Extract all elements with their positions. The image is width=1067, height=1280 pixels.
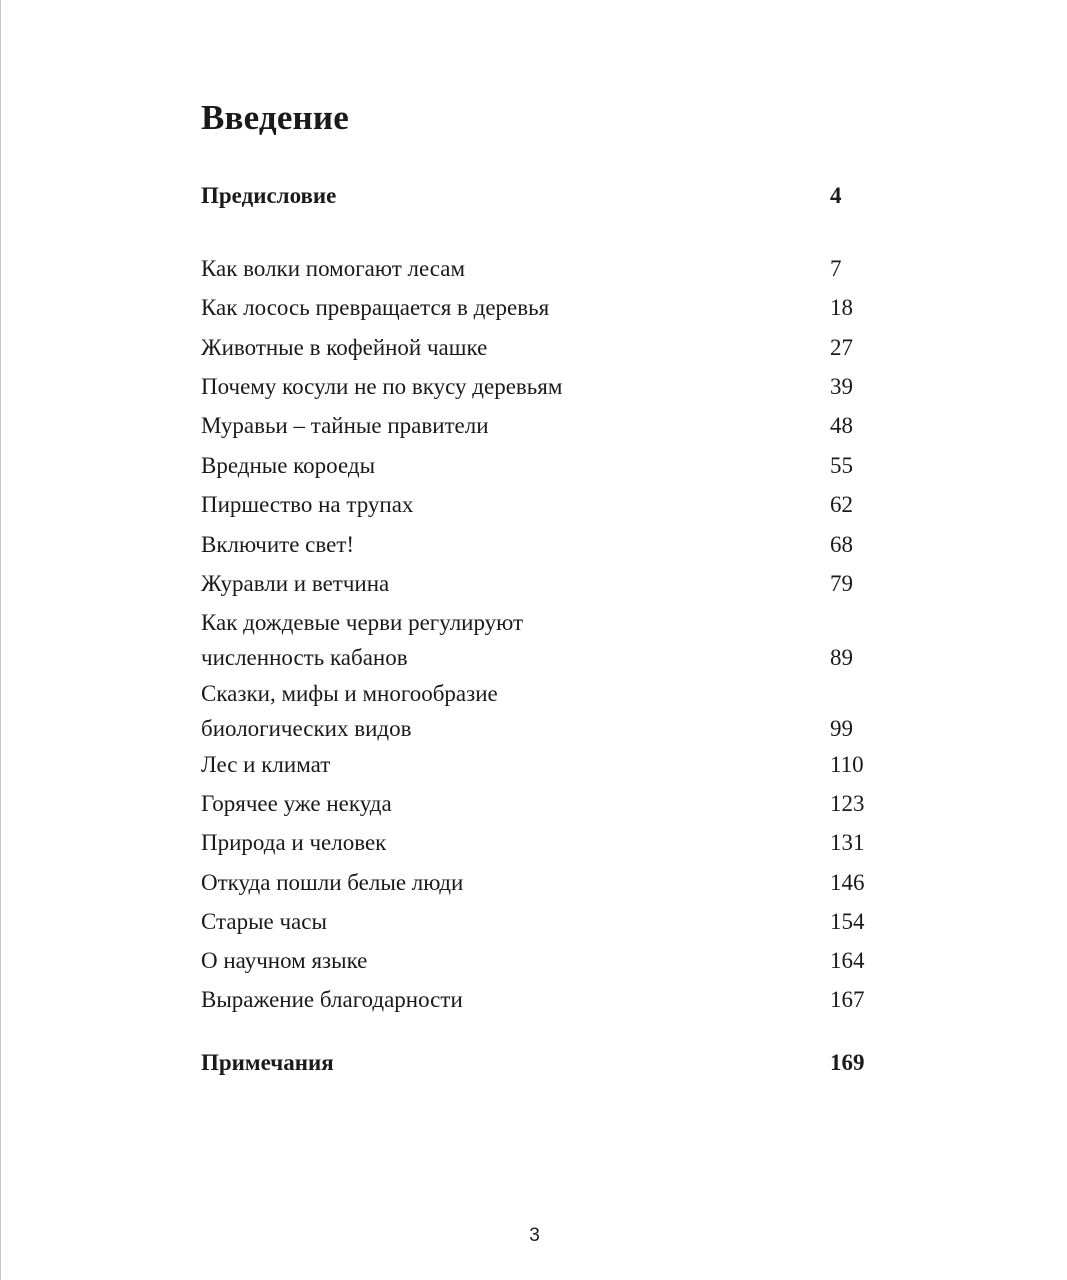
toc-entry-page: 27 xyxy=(830,335,853,360)
page-number: 3 xyxy=(529,1225,540,1246)
toc-entry-page: 48 xyxy=(830,413,853,438)
toc-entry-label xyxy=(201,605,801,675)
toc-entry-label: Пиршество на трупах xyxy=(201,492,414,517)
toc-entry-label: Горячее уже некуда xyxy=(201,791,392,816)
toc-entry-label-line2: численность кабанов xyxy=(201,645,408,670)
toc-entry-page: 68 xyxy=(830,532,853,557)
toc-entry-label-line1: Сказки, мифы и многообразие xyxy=(201,681,498,706)
toc-entry-page: 62 xyxy=(830,492,853,517)
page-title: Введение xyxy=(201,98,350,137)
toc-entry-label: Муравьи – тайные правители xyxy=(201,413,489,438)
toc-entry-label: Откуда пошли белые люди xyxy=(201,870,464,895)
toc-entry-page: 18 xyxy=(830,295,853,320)
toc-entry-page: 55 xyxy=(830,453,853,478)
toc-entry-label: Примечания xyxy=(201,1050,334,1075)
toc-entry-page: 167 xyxy=(830,987,865,1012)
toc-entry-label: Старые часы xyxy=(201,909,327,934)
toc-entry-page: 7 xyxy=(830,256,842,281)
toc-entry-page: 164 xyxy=(830,948,865,973)
toc-entry-label: Выражение благодарности xyxy=(201,987,463,1012)
toc-entry-page: 169 xyxy=(830,1050,865,1075)
toc-entry-page: 39 xyxy=(830,374,853,399)
toc-entry-label-line1: Как дождевые черви регулируют xyxy=(201,610,524,635)
toc-entry-page: 146 xyxy=(830,870,865,895)
toc-entry-page: 131 xyxy=(830,830,865,855)
toc-entry-label: Как волки помогают лесам xyxy=(201,256,466,281)
toc-entry-page: 4 xyxy=(830,183,842,208)
toc-entry-label: Предисловие xyxy=(201,183,337,208)
toc-entry-label xyxy=(201,676,801,746)
toc-entry-page: 99 xyxy=(830,716,853,741)
toc-entry-label: Вредные короеды xyxy=(201,453,376,478)
toc-entry-label: Природа и человек xyxy=(201,830,387,855)
toc-entry-page: 154 xyxy=(830,909,865,934)
toc-entry-label: Включите свет! xyxy=(201,532,355,557)
toc-entry-label: Животные в кофейной чашке xyxy=(201,335,488,360)
toc-entry-label: О научном языке xyxy=(201,948,368,973)
toc-entry-label: Журавли и ветчина xyxy=(201,571,390,596)
toc-entry-label: Лес и климат xyxy=(201,752,331,777)
toc-entry-page: 110 xyxy=(830,752,864,777)
toc-entry-label: Как лосось превращается в деревья xyxy=(201,295,550,320)
toc-entry-page: 123 xyxy=(830,791,865,816)
toc-entry-label: Почему косули не по вкусу деревьям xyxy=(201,374,563,399)
toc-entry-page: 89 xyxy=(830,645,853,670)
toc-entry-page: 79 xyxy=(830,571,853,596)
toc-entry-label-line2: биологических видов xyxy=(201,716,412,741)
